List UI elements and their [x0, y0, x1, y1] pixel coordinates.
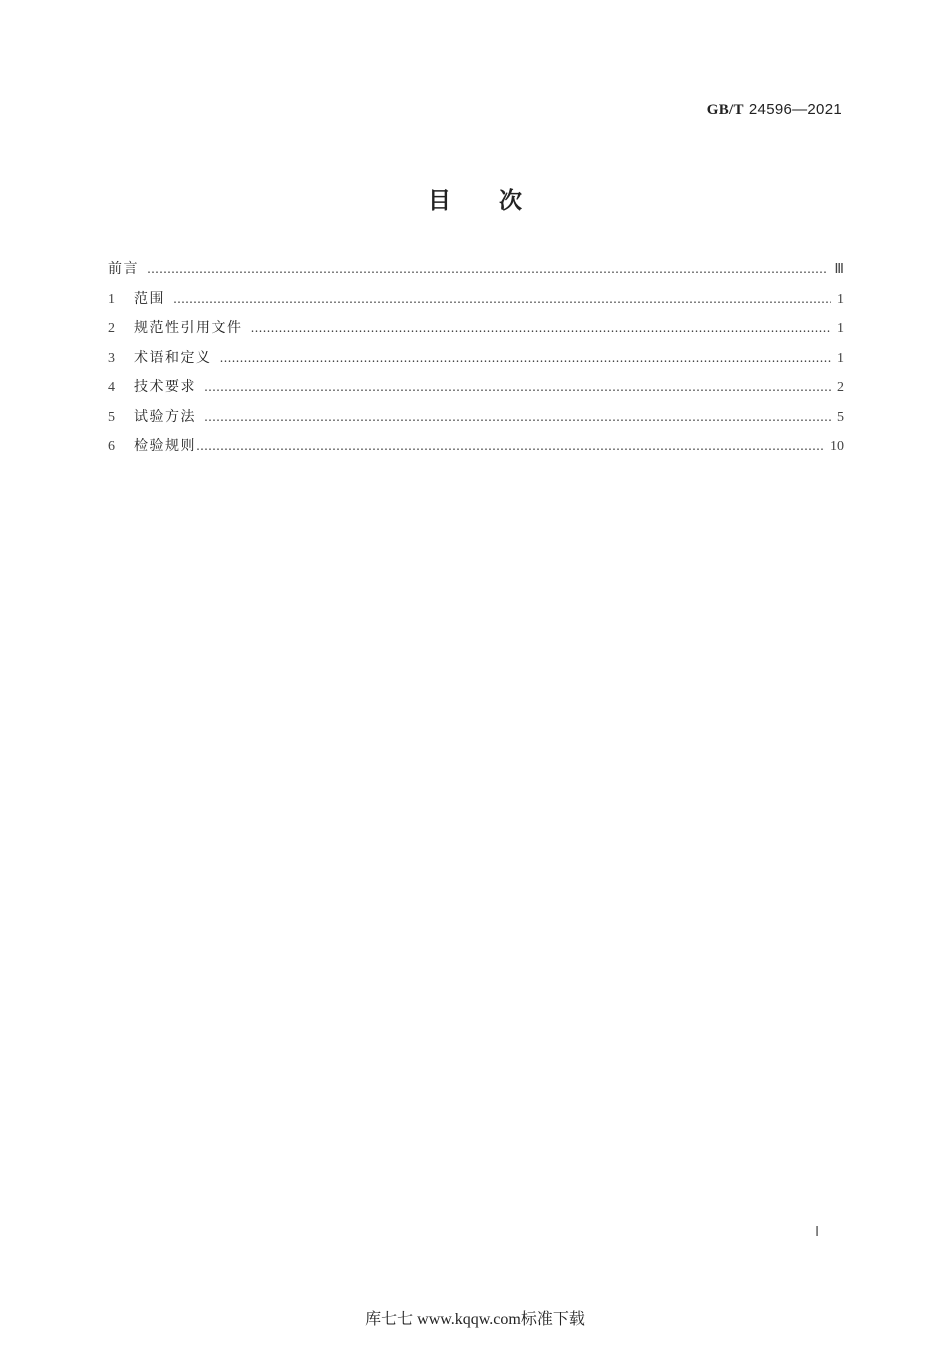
toc-entry-label: 范围 — [134, 290, 165, 307]
toc-leader-dots — [251, 321, 832, 335]
toc-leader-dots — [220, 351, 832, 365]
toc-entry-inspection-rules[interactable] — [108, 435, 844, 465]
toc-entry-label: 技术要求 — [134, 379, 196, 395]
toc-entry-foreword[interactable] — [108, 258, 844, 288]
toc-leader-dots — [147, 262, 828, 276]
toc-entry-page: 1 — [837, 291, 844, 307]
standard-prefix: GB/T — [706, 102, 744, 118]
toc-entry-label: 规范性引用文件 — [134, 320, 243, 336]
toc-entry-page: 1 — [837, 321, 844, 336]
toc-entry-page: 10 — [830, 439, 844, 454]
toc-entry-label: 检验规则 — [134, 438, 196, 454]
toc-entry-number: 5 — [108, 409, 115, 425]
toc-entry-test-methods[interactable] — [108, 406, 844, 436]
table-of-contents — [108, 258, 844, 465]
standard-code: 24596—2021 — [748, 101, 842, 118]
toc-leader-dots — [204, 380, 831, 394]
page-title: 目次 — [428, 188, 570, 214]
toc-entry-number: 6 — [108, 439, 115, 454]
download-footer: 库七七 www.kqqw.com标准下载 — [365, 1311, 585, 1328]
toc-leader-dots — [173, 292, 831, 306]
toc-entry-number: 3 — [108, 350, 115, 366]
toc-entry-label: 试验方法 — [134, 408, 196, 425]
toc-entry-page: 2 — [837, 380, 844, 395]
toc-entry-page: 1 — [837, 350, 844, 366]
toc-entry-label: 术语和定义 — [134, 349, 212, 366]
toc-entry-scope[interactable] — [108, 288, 844, 318]
toc-entry-number: 1 — [108, 291, 115, 307]
toc-entry-terms-definitions[interactable] — [108, 347, 844, 377]
toc-leader-dots — [196, 439, 824, 453]
toc-entry-number: 4 — [108, 380, 115, 395]
toc-entry-technical-requirements[interactable] — [108, 376, 844, 406]
standard-number — [707, 100, 842, 119]
toc-entry-number: 2 — [108, 321, 115, 336]
toc-entry-label: 前言 — [108, 261, 139, 277]
page-number: Ⅰ — [815, 1225, 820, 1240]
toc-leader-dots — [204, 410, 831, 424]
toc-entry-normative-references[interactable] — [108, 317, 844, 347]
toc-entry-page: Ⅲ — [834, 262, 844, 277]
toc-entry-page: 5 — [837, 409, 844, 425]
